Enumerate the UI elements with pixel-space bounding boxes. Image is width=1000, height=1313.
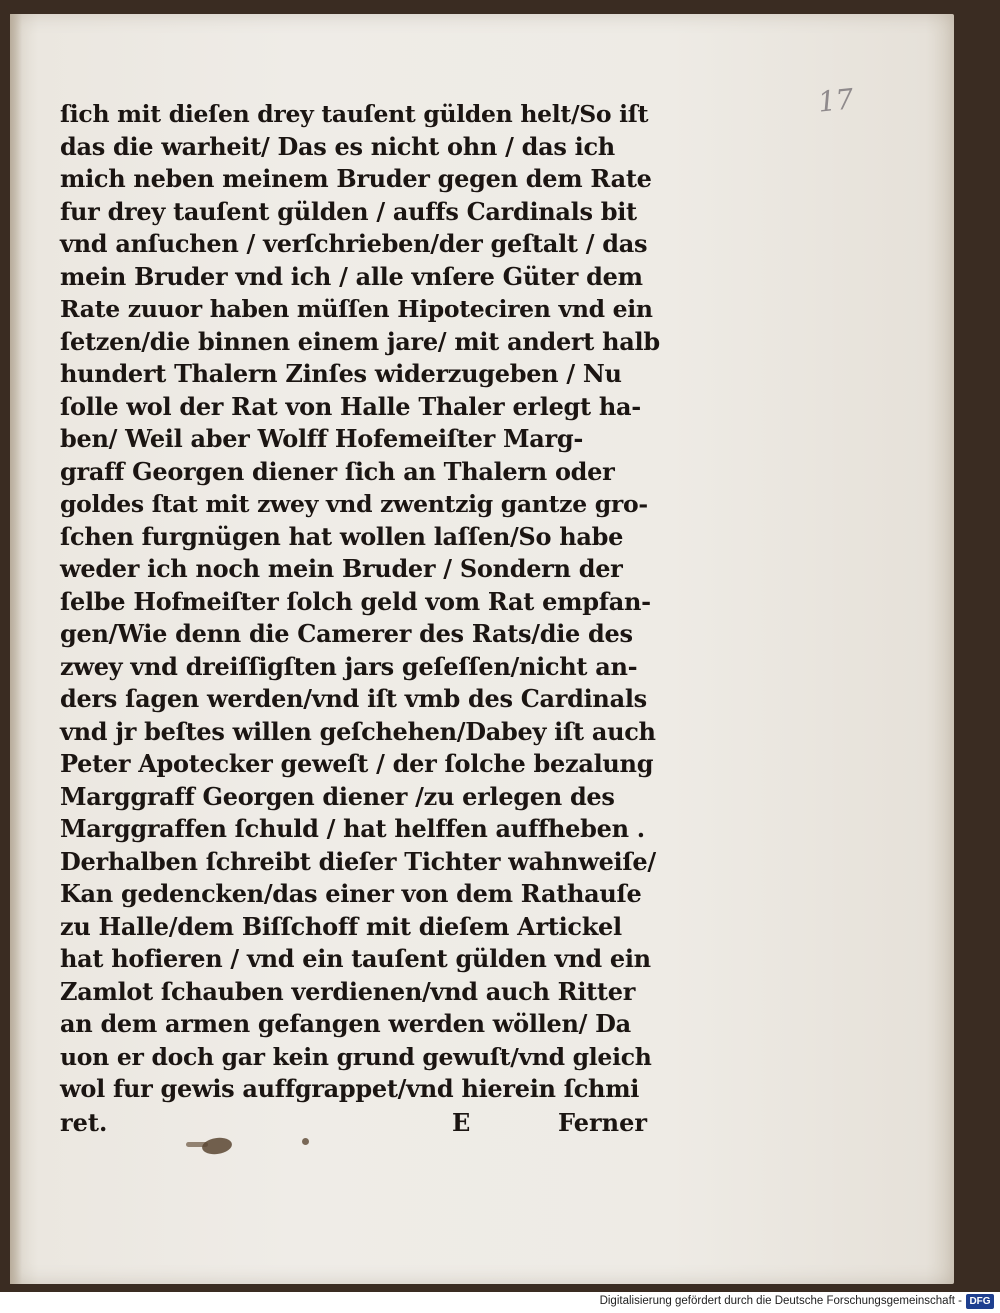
- text-line: Peter Apotecker geweſt / der ſolche bezalung: [60, 749, 654, 778]
- text-line: hat hofieren / vnd ein tauſent gülden vnd ein: [60, 944, 651, 973]
- text-line: fur drey tauſent gülden / auffs Cardinals bit: [60, 196, 637, 226]
- text-line: ſich mit dieſen drey tauſent gülden helt/So iſt: [60, 100, 649, 128]
- text-line: Zamlot ſchauben verdienen/vnd auch Ritter: [60, 976, 636, 1006]
- text-line: ſchen furgnügen hat wollen laſſen/So habe: [60, 521, 624, 551]
- text-line: Rate zuuor haben müſſen Hipoteciren vnd ein: [60, 295, 653, 323]
- text-block: [60, 98, 660, 1140]
- text-line: goldes ſtat mit zwey vnd zwentzig gantze gro-: [60, 490, 648, 518]
- text-line: ders ſagen werden/vnd iſt vmb des Cardinals: [60, 684, 647, 713]
- text-line: uon er doch gar kein grund gewuſt/vnd gleich: [60, 1042, 652, 1071]
- folio-number: 17: [816, 82, 856, 119]
- footer-bar: [0, 1292, 1000, 1313]
- signature-mark: E: [452, 1107, 471, 1137]
- last-line-text: ret.: [60, 1107, 108, 1137]
- text-line: weder ich noch mein Bruder / Sondern der: [60, 554, 623, 583]
- text-line: gen/Wie denn die Camerer des Rats/die des: [60, 619, 633, 648]
- text-line: hundert Thalern Zinſes widerzugeben / Nu: [60, 359, 622, 388]
- text-line: ben/ Weil aber Wolff Hofemeiſter Marg-: [60, 424, 584, 453]
- text-line: Marggraffen ſchuld / hat helffen auffheben .: [60, 814, 645, 843]
- text-line: vnd jr beſtes willen geſchehen/Dabey iſt auch: [60, 716, 656, 746]
- text-line: zwey vnd dreiſſigſten jars geſeſſen/nicht an-: [60, 651, 638, 681]
- book-page: [10, 14, 954, 1284]
- text-line: Derhalben ſchreibt dieſer Tichter wahnweiſe/: [60, 846, 656, 876]
- text-line: ſolle wol der Rat von Halle Thaler erlegt ha-: [60, 391, 641, 421]
- final-line-row: [60, 1106, 660, 1140]
- funding-credit: Digitalisierung gefördert durch die Deutsche Forschungsgemeinschaft -: [599, 1295, 962, 1307]
- ink-dot: [302, 1138, 309, 1145]
- dfg-logo: DFG: [966, 1294, 994, 1309]
- text-line: graff Georgen diener ſich an Thalern oder: [60, 456, 615, 486]
- text-line: ſetzen/die binnen einem jare/ mit andert halb: [60, 326, 660, 356]
- text-line: ſelbe Hofmeiſter ſolch geld vom Rat empfan-: [60, 586, 651, 616]
- page-gutter-shadow: [10, 14, 22, 1284]
- text-line: wol fur gewis auffgrappet/vnd hierein ſchmi: [60, 1074, 640, 1103]
- text-line: Kan gedencken/das einer von dem Rathauſe: [60, 879, 642, 908]
- catchword: Ferner: [558, 1107, 648, 1137]
- text-line: mein Bruder vnd ich / alle vnſere Güter dem: [60, 261, 643, 291]
- text-line: an dem armen gefangen werden wöllen/ Da: [60, 1009, 631, 1038]
- text-line: Marggraff Georgen diener /zu erlegen des: [60, 781, 615, 811]
- text-line: zu Halle/dem Biſſchoff mit dieſem Artickel: [60, 911, 622, 941]
- text-line: mich neben meinem Bruder gegen dem Rate: [60, 164, 652, 193]
- text-line: das die warheit/ Das es nicht ohn / das ich: [60, 131, 615, 161]
- text-line: vnd anſuchen / verſchrieben/der geſtalt / das: [60, 229, 648, 258]
